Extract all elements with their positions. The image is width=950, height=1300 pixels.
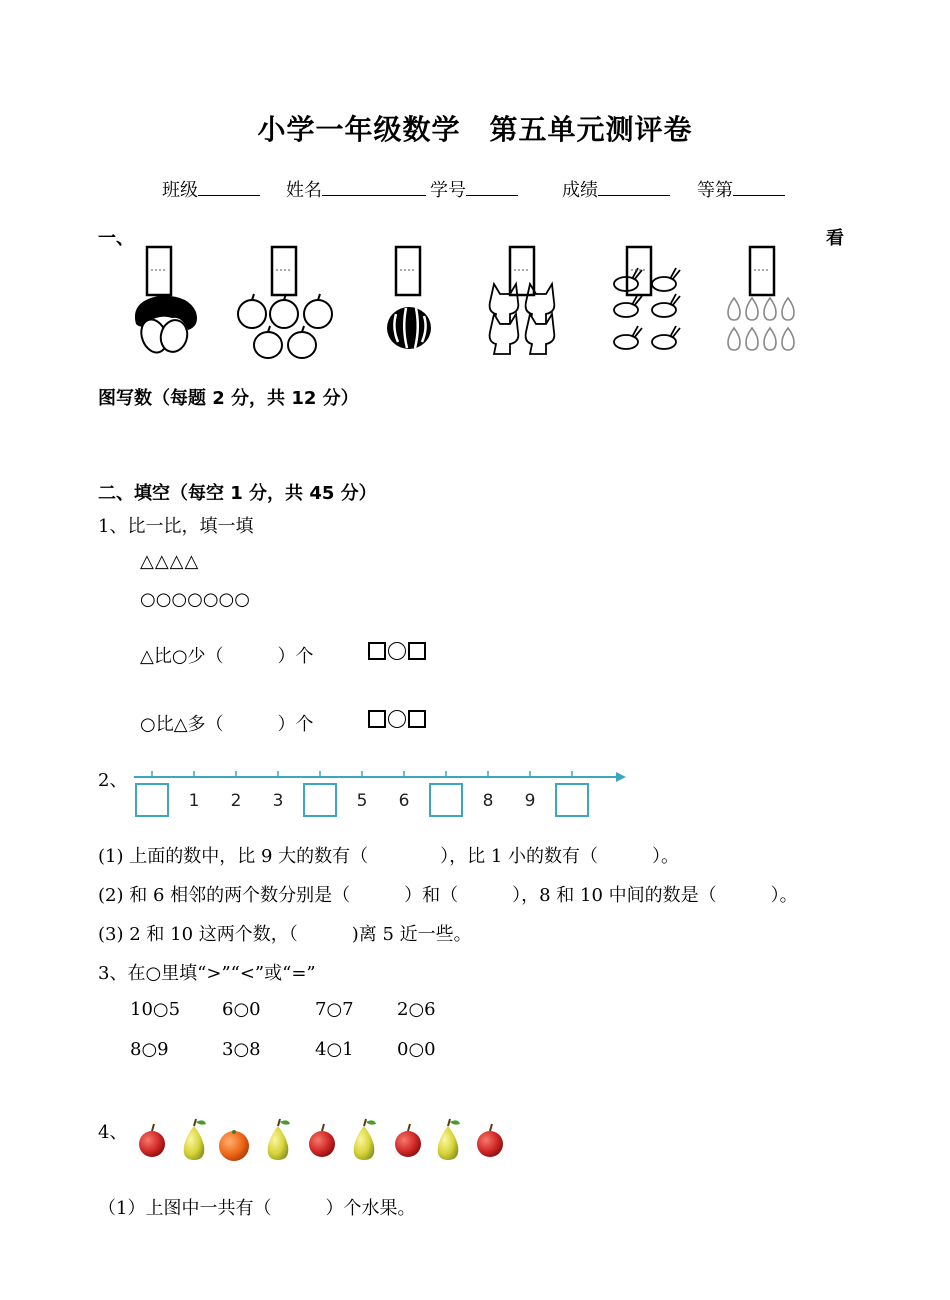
q3-item[interactable]: 3○8 [222, 1039, 261, 1060]
page-title: 小学一年级数学 第五单元测评卷 [257, 113, 693, 146]
compare-circle[interactable] [388, 710, 406, 728]
score-label: 成绩 [562, 180, 598, 201]
name-field[interactable] [286, 176, 426, 202]
q2-sub3: (3) 2 和 10 这两个数，（ )离 5 近一些。 [98, 924, 472, 945]
number-box-7[interactable] [430, 784, 462, 816]
name-label: 姓名 [286, 180, 322, 201]
answer-box[interactable] [272, 247, 296, 295]
tick-label: 5 [356, 791, 368, 811]
compare-circle[interactable] [388, 642, 406, 660]
fruit-row [134, 1116, 514, 1164]
number-line [130, 764, 630, 824]
q1-circles: ○○○○○○○ [140, 589, 250, 610]
picture-pears [722, 244, 802, 359]
class-field[interactable] [162, 176, 260, 202]
square-box[interactable] [368, 710, 386, 728]
number-box-0[interactable] [136, 784, 168, 816]
q3-item[interactable]: 7○7 [315, 999, 354, 1020]
grade-label: 等第 [697, 180, 733, 201]
apple-icon [139, 1124, 165, 1157]
score-field[interactable] [562, 176, 670, 202]
tick-label: 1 [188, 791, 200, 811]
grade-field[interactable] [697, 176, 785, 202]
q3-item[interactable]: 4○1 [315, 1039, 354, 1060]
square-box[interactable] [408, 710, 426, 728]
answer-box[interactable] [396, 247, 420, 295]
apple-icon [309, 1124, 335, 1157]
answer-box[interactable] [750, 247, 774, 295]
pear-icon [354, 1119, 376, 1160]
q2-sub1: (1) 上面的数中，比 9 大的数有（ ），比 1 小的数有（ ）。 [98, 846, 680, 867]
section1-trailing: 看 [826, 228, 844, 249]
q1-compare-box-2[interactable] [368, 710, 426, 731]
square-box[interactable] [368, 642, 386, 660]
q1-compare-box-1[interactable] [368, 642, 426, 663]
q1-triangles: △△△△ [140, 551, 200, 572]
q3-item[interactable]: 0○0 [397, 1039, 436, 1060]
id-field[interactable] [430, 176, 518, 202]
square-box[interactable] [408, 642, 426, 660]
number-box-4[interactable] [304, 784, 336, 816]
pear-icon [184, 1119, 206, 1160]
apple-icon [477, 1124, 503, 1157]
q2-label: 2、 [98, 770, 128, 791]
q1-line1: △比○少（ ）个 [140, 646, 314, 667]
section2-heading: 二、填空（每空 1 分，共 45 分） [98, 483, 377, 504]
id-label: 学号 [430, 180, 466, 201]
picture-rabbits [608, 244, 686, 359]
q2-sub2: (2) 和 6 相邻的两个数分别是（ ）和（ ），8 和 10 中间的数是（ ）。 [98, 885, 798, 906]
orange-icon [219, 1130, 249, 1161]
section1-instruction: 图写数（每题 2 分，共 12 分） [98, 388, 359, 409]
section1-number: 一、 [98, 228, 134, 249]
q3-label: 3、在○里填“>”“<”或“=” [98, 963, 316, 984]
q1-label: 1、比一比，填一填 [98, 516, 254, 537]
class-label: 班级 [162, 180, 198, 201]
apple-icon [395, 1124, 421, 1157]
tick-label: 9 [524, 791, 536, 811]
q1-line2: ○比△多（ ）个 [140, 714, 314, 735]
tick-label: 2 [230, 791, 242, 811]
pear-icon [438, 1119, 460, 1160]
tick-label: 6 [398, 791, 410, 811]
q3-item[interactable]: 6○0 [222, 999, 261, 1020]
picture-watermelon [382, 244, 442, 359]
picture-apples [236, 244, 336, 359]
answer-box[interactable] [147, 247, 171, 295]
picture-cats [484, 244, 560, 359]
q4-label: 4、 [98, 1122, 128, 1143]
tick-label: 8 [482, 791, 494, 811]
number-box-10[interactable] [556, 784, 588, 816]
q4-sub1: （1）上图中一共有（ ）个水果。 [98, 1198, 416, 1219]
picture-mangoes [116, 244, 206, 359]
tick-label: 3 [272, 791, 284, 811]
q3-item[interactable]: 8○9 [130, 1039, 169, 1060]
q3-item[interactable]: 10○5 [130, 999, 181, 1020]
pear-icon [268, 1119, 290, 1160]
q3-item[interactable]: 2○6 [397, 999, 436, 1020]
